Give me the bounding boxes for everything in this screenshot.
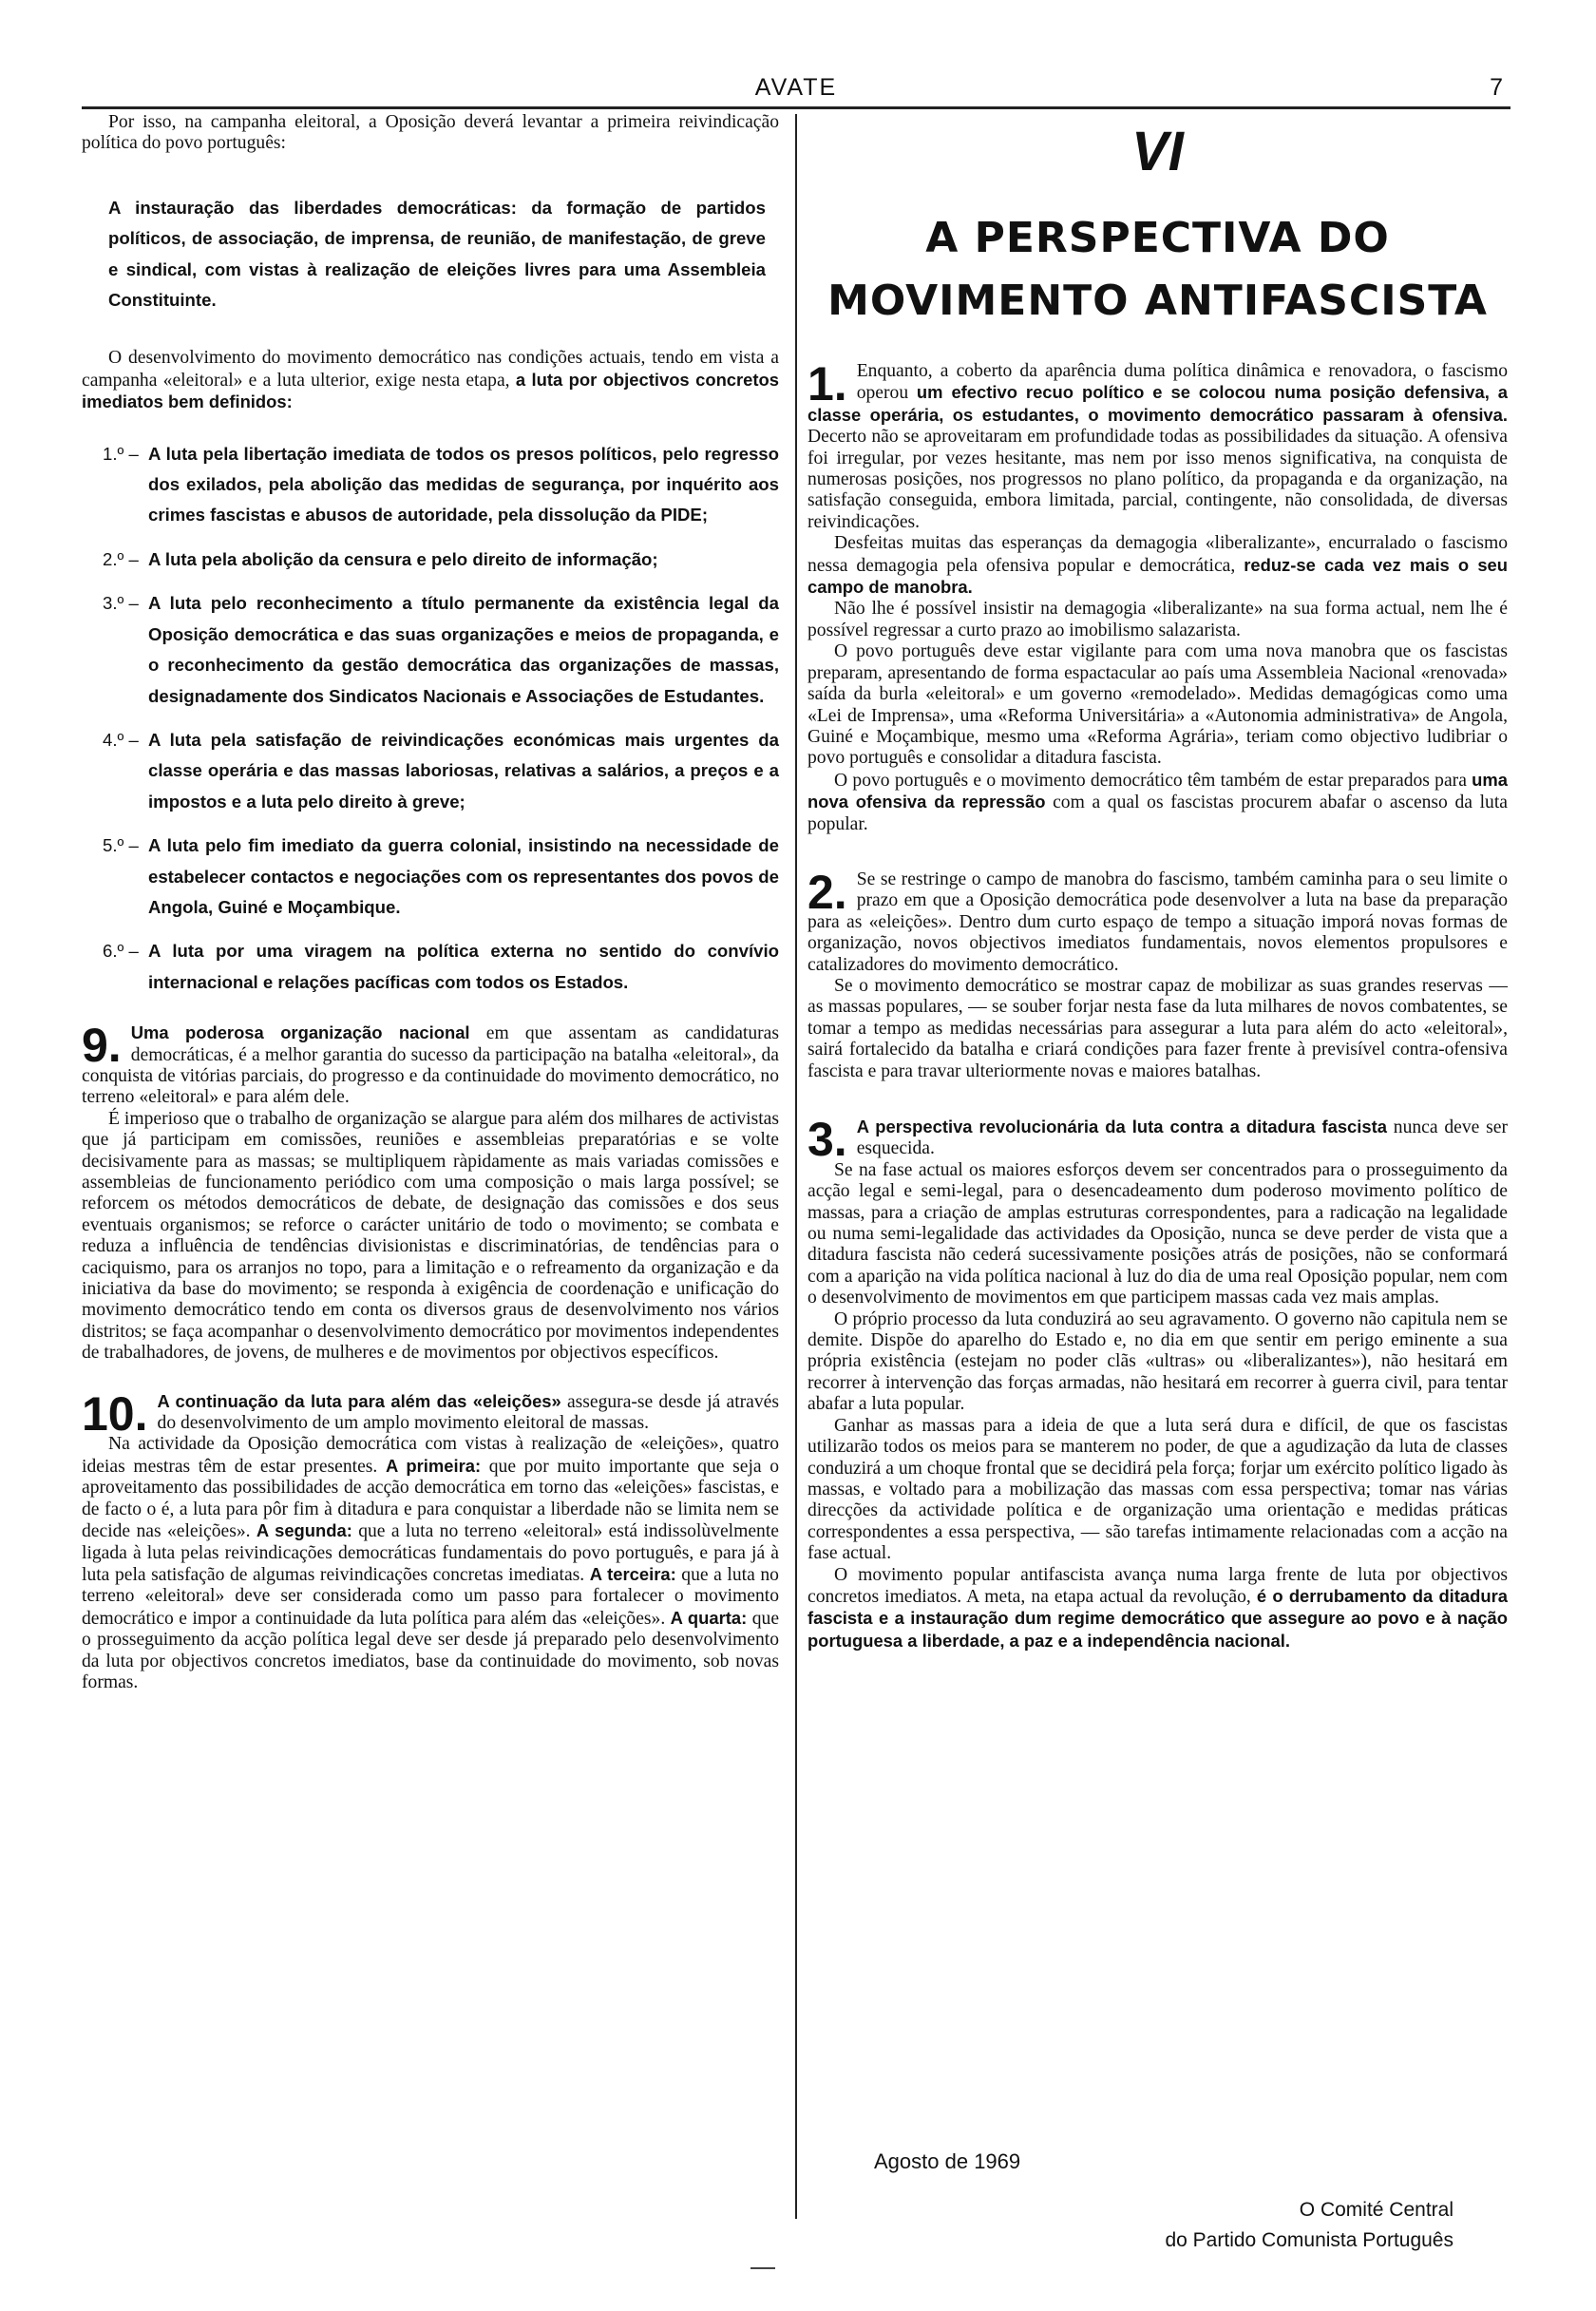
section-3-p4-text: O movimento popular antifascista avança numa larga frente de luta por objectivos concretos imediatos. A meta, na etapa actual da revolução, (808, 1564, 1508, 1607)
second-idea-label: A segunda: (256, 1520, 352, 1541)
right-column (808, 112, 1508, 1652)
signature-line-2: do Partido Comunista Português (1165, 2229, 1454, 2251)
first-idea-text: que por muito importante que seja o aproveitamento das possibilidades de acção democrática em torno das «eleições» fascistas, e de facto o é, a luta para pôr fim à ditadura e para conquistar a liberdade não se limita nem se decide nas «eleições». (82, 1456, 779, 1542)
newspaper-title: AVATE (754, 74, 838, 101)
document-date: Agosto de 1969 (874, 2149, 1021, 2173)
demand-number: 1.º – (103, 443, 139, 464)
demand-number: 3.º – (103, 593, 139, 614)
section-9-number: 9. (82, 1019, 122, 1073)
section-2-number: 2. (808, 865, 847, 919)
column-divider (795, 114, 797, 2219)
section-2-paragraph-2: Se o movimento democrático se mostrar capaz de mobilizar as suas grandes reservas — as massas populares, — se souber forjar nesta fase da luta milhares de novos combatentes, se tomar a tempo as medidas necessárias para assegurar a luta para além do acto «eleitoral», sairá fortalecido da batalha e criará condições para fazer frente à previsível contra-ofensiva fascista e para travar ulteriormente novas e maiores batalhas. (808, 975, 1508, 1081)
section-3-paragraph-2: O próprio processo da luta conduzirá ao seu agravamento. O governo não capitula nem se demite. Dispõe do aparelho do Estado e, no dia em que sentir em perigo eminente a sua própria existência (estejam no poder clãs «ultras» ou «liberalizantes»), não hesitará em recorrer à intervenção das forças armadas, não hesitará em recorrer à guerra civil, para tentar abafar a luta popular. (808, 1308, 1508, 1415)
section-3-paragraph-4 (808, 1565, 1508, 1653)
demand-item (82, 439, 779, 531)
section-3-lead: A perspectiva revolucionária da luta contra a ditadura fascista (856, 1117, 1387, 1136)
section-3-lead-rest: nunca deve ser esquecida. (856, 1117, 1508, 1159)
footer-mark (750, 2267, 775, 2269)
development-paragraph (82, 348, 779, 413)
section-10-paragraph (82, 1386, 779, 1441)
demand-number: 6.º – (103, 941, 139, 962)
development-text: O desenvolvimento do movimento democrático nas condições actuais, tendo em vista a campanha «eleitoral» e a luta ulterior, exige nesta etapa, (82, 348, 779, 391)
section-1-paragraph-2 (808, 533, 1508, 599)
section-1 (808, 357, 1509, 835)
section-1-p5-bold: uma nova ofensiva da repressão (808, 769, 1508, 812)
section-2 (808, 865, 1508, 1082)
section-2-text: Se se restringe o campo de manobra do fascismo, também caminha para o seu limite o prazo em que a Oposição democrática pode desenvolver a luta na base da preparação para as «eleições». Dentro dum curto espaço de tempo a situação imporá novas formas de organização, novos objectivos imediatos fundamentais, novos elementos propulsores e catalizadores do movimento democrático. (808, 869, 1508, 975)
demand-text: A luta pelo fim imediato da guerra colonial, insistindo na necessidade de estabelecer contactos e negociações com os representantes dos povos de Angola, Guiné e Moçambique. (148, 835, 779, 917)
section-9-paragraph (82, 1019, 779, 1109)
section-1-paragraph (808, 357, 1508, 533)
left-column (82, 112, 779, 1693)
signature-block (1045, 2195, 1454, 2256)
section-10-paragraph-2 (82, 1434, 779, 1693)
signature-line-1: O Comité Central (1299, 2199, 1454, 2221)
section-1-p5-text-a: O povo português e o movimento democrático têm também de estar preparados para (834, 770, 1467, 791)
demand-number: 5.º – (103, 835, 139, 856)
section-2-paragraph (808, 865, 1508, 976)
section-3-number: 3. (808, 1113, 847, 1166)
section-3 (808, 1113, 1508, 1652)
section-10-text: assegura-se desde já através do desenvolvimento de um amplo movimento eleitoral de massas. (157, 1391, 779, 1434)
fourth-idea-text: que o prosseguimento da acção política legal deve ser desde já preparado pelo desenvolvimento da luta por objectivos concretos imediatos, base da continuidade do movimento, sob novas formas. (82, 1608, 780, 1692)
page-number: 7 (1490, 74, 1503, 101)
fourth-idea-label: A quarta: (670, 1607, 748, 1628)
section-1-paragraph-5 (808, 770, 1508, 835)
section-9-lead: Uma poderosa organização nacional (130, 1022, 470, 1043)
page-header (82, 74, 1510, 109)
demand-text: A luta pela satisfação de reivindicações económicas mais urgentes da classe operária e das massas laboriosas, relativas a salários, a preços e a impostos e a luta pelo direito à greve; (148, 729, 779, 812)
section-1-p5-text-c: com a qual os fascistas procurem abafar o ascenso da luta popular. (808, 793, 1508, 834)
demand-number: 2.º – (103, 548, 139, 569)
demand-item (82, 936, 779, 998)
section-1-paragraph-4: O povo português deve estar vigilante para com uma nova manobra que os fascistas preparam, apresentando de forma espactacular ao país uma Assembleia Nacional «renovada» saída da burla «eleitoral» e um governo «remodelado». Medidas demagógicas como uma «Lei de Imprensa», uma «Reforma Universitária» a «Autonomia administrativa» de Angola, Guiné e Moçambique, mesmo uma «Reforma Agrária», teriam como objectivo ludibriar o povo português e consolidar a ditadura fascista. (808, 641, 1508, 769)
demand-text: A luta pela abolição da censura e pelo direito de informação; (148, 548, 658, 569)
demand-text: A luta por uma viragem na política externa no sentido do convívio internacional e relações pacíficas com todos os Estados. (148, 941, 779, 992)
section-1-number: 1. (808, 357, 847, 411)
section-1-bold: um efectivo recuo político e se colocou numa posição defensiva, a classe operária, os estudantes, o movimento democrático passaram à ofensiva. (808, 382, 1508, 425)
section-1-p2-text: Desfeitas muitas das esperanças da demagogia «liberalizante», encurralado o fascismo nessa demagogia pela ofensiva popular e democrática, (808, 533, 1508, 576)
demand-item (82, 544, 779, 575)
demand-item (82, 588, 779, 712)
section-9 (82, 1019, 779, 1365)
development-bold: a luta por objectivos concretos imediatos bem definidos: (82, 369, 779, 412)
section-9-text: em que assentam as candidaturas democráticas, é a melhor garantia do sucesso da participação na batalha «eleitoral», da conquista de vitórias parciais, do progresso e da continuidade do movimento democrático, no terreno «eleitoral» e para além dele. (82, 1023, 779, 1108)
demand-text: A luta pelo reconhecimento a título permanente da existência legal da Oposição democrática e das suas organizações e meios de propaganda, e o reconhecimento da gestão democrática das organizações de massas, designadamente dos Sindicatos Nacionais e Associações de Estudantes. (148, 593, 779, 706)
section-3-paragraph-3: Ganhar as massas para a ideia de que a luta será dura e difícil, de que os fascistas utilizarão todos os meios para se manterem no poder, de que a agudização da luta de classes conduzirá a um choque frontal que se decidirá pela força; forjar um exército político ligado às massas, e voltado para a mobilização das massas com essa perspectiva; tomar nas várias direcções da actividade política e de organização uma orientação e medidas práticas correspondentes a essa perspectiva, — são tarefas intimamente relacionadas com a acção na fase actual. (808, 1415, 1508, 1564)
demand-text: A luta pela libertação imediata de todos os presos políticos, pelo regresso dos exilados, pela abolição das medidas de segurança, por inquérito aos crimes fascistas e abusos de autoridade, pela dissolução da PIDE; (148, 443, 779, 525)
section-10 (82, 1386, 780, 1694)
section-9-paragraph-2 (82, 1109, 779, 1365)
demands-list (82, 439, 779, 999)
section-10-text-a: Na actividade da Oposição democrática com vistas à realização de «eleições», quatro ideias mestras têm de estar presentes. (82, 1434, 779, 1477)
section-1-paragraph-3: Não lhe é possível insistir na demagogia «liberalizante» na sua forma actual, nem lhe é possível regressar a curto prazo ao imobilismo salazarista. (808, 599, 1508, 640)
chapter-number: VI (1131, 121, 1184, 182)
section-1-text-a: Enquanto, a coberto da aparência duma política dinâmica e renovadora, o fascismo operou (856, 361, 1508, 404)
lead-demand: A instauração das liberdades democráticas: da formação de partidos políticos, de associação, de imprensa, de reunião, de manifestação, de greve e sindical, com vistas à realização de eleições livres para uma Assembleia Constituinte. (108, 197, 766, 311)
second-idea-text: que a luta no terreno «eleitoral» está indissolùvelmente ligada à luta pelas reivindicações democráticas fundamentais do povo português, e para já à luta pela satisfação de algumas reivindicações concretas imediatas. (82, 1521, 779, 1585)
first-idea-label: A primeira: (385, 1455, 482, 1476)
section-10-number: 10. (82, 1386, 148, 1441)
section-3-paragraph (808, 1113, 1508, 1166)
intro-paragraph: Por isso, na campanha eleitoral, a Oposição deverá levantar a primeira reivindicação política do povo português: (82, 112, 779, 154)
demand-item (82, 725, 779, 817)
third-idea-text: que a luta no terreno «eleitoral» deve ser considerada como um passo para fortalecer o movimento democrático e impor a continuidade da luta política para além das «eleições». (82, 1564, 779, 1629)
third-idea-label: A terceira: (589, 1563, 676, 1584)
section-9-text-a: É imperioso que o trabalho de organização se alargue para além dos milhares de activistas que já participam em comissões, reuniões e assembleias preparatórias e se volte decisivamente para as massas; (82, 1108, 779, 1172)
section-3-paragraph-1: Se na fase actual os maiores esforços devem ser concentrados para o prosseguimento da acção legal e semi-legal, para o desencadeamento dum poderoso movimento político de massas, para a criação de amplas estruturas correspondentes, para a radicação na legalidade ou numa semi-legalidade das actividades da Oposição, nunca se deve perder de vista que a ditadura fascista não cederá sucessivamente posições atrás de posições, não se conformará com a aparição na vida política nacional à luz do dia de uma real Oposição popular, nem com o desenvolvimento de movimentos em que participem massas cada vez mais amplas. (808, 1159, 1508, 1308)
section-1-p2-bold: reduz-se cada vez mais o seu campo de manobra. (808, 554, 1509, 598)
section-10-lead: A continuação da luta para além das «eleições» (157, 1390, 561, 1411)
section-1-text-c: Decerto não se aproveitaram em profundidade todas as possibilidades da situação. A ofensiva foi irregular, por vezes hesitante, mas nem por isso menos significativa, na conquista de numerosas posições, nos progressos no plano político, da propaganda e da organização, na satisfação conseguida, embora limitada, parcial, contingente, não consolidada, de diversas reivindicações. (808, 427, 1508, 532)
demand-number: 4.º – (103, 729, 139, 750)
section-3-p4-bold: é o derrubamento da ditadura fascista e a instauração dum regime democrático que assegure ao povo e à nação portuguesa a liberdade, a paz e a independência nacional. (808, 1585, 1508, 1651)
demand-item (82, 831, 779, 923)
chapter-title: A PERSPECTIVA DO MOVIMENTO ANTIFASCISTA (827, 214, 1488, 325)
section-9-text-b: se multipliquem ràpidamente as mais variadas comissões e assembleias de funcionamento periódico com uma composição o mais larga possível; se reforcem os métodos democráticos de debate, de designação das comissões e dos seus eventuais organismos; se reforce o carácter unitário de todo o movimento; se combata e reduza a influência de tendências divisionistas e discriminatórias, de tendências para o caciquismo, para os arranjos no topo, para a limitação e o refreamento da organização e da iniciativa da base do movimento; se responda à exigência de coordenação e unificação do movimento democrático tendo em conta os diversos graus de desenvolvimento nos vários distritos; se faça acompanhar o desenvolvimento democrático por movimentos independentes de trabalhadores, de jovens, de mulheres e de movimentos por objectivos específicos. (82, 1151, 779, 1364)
